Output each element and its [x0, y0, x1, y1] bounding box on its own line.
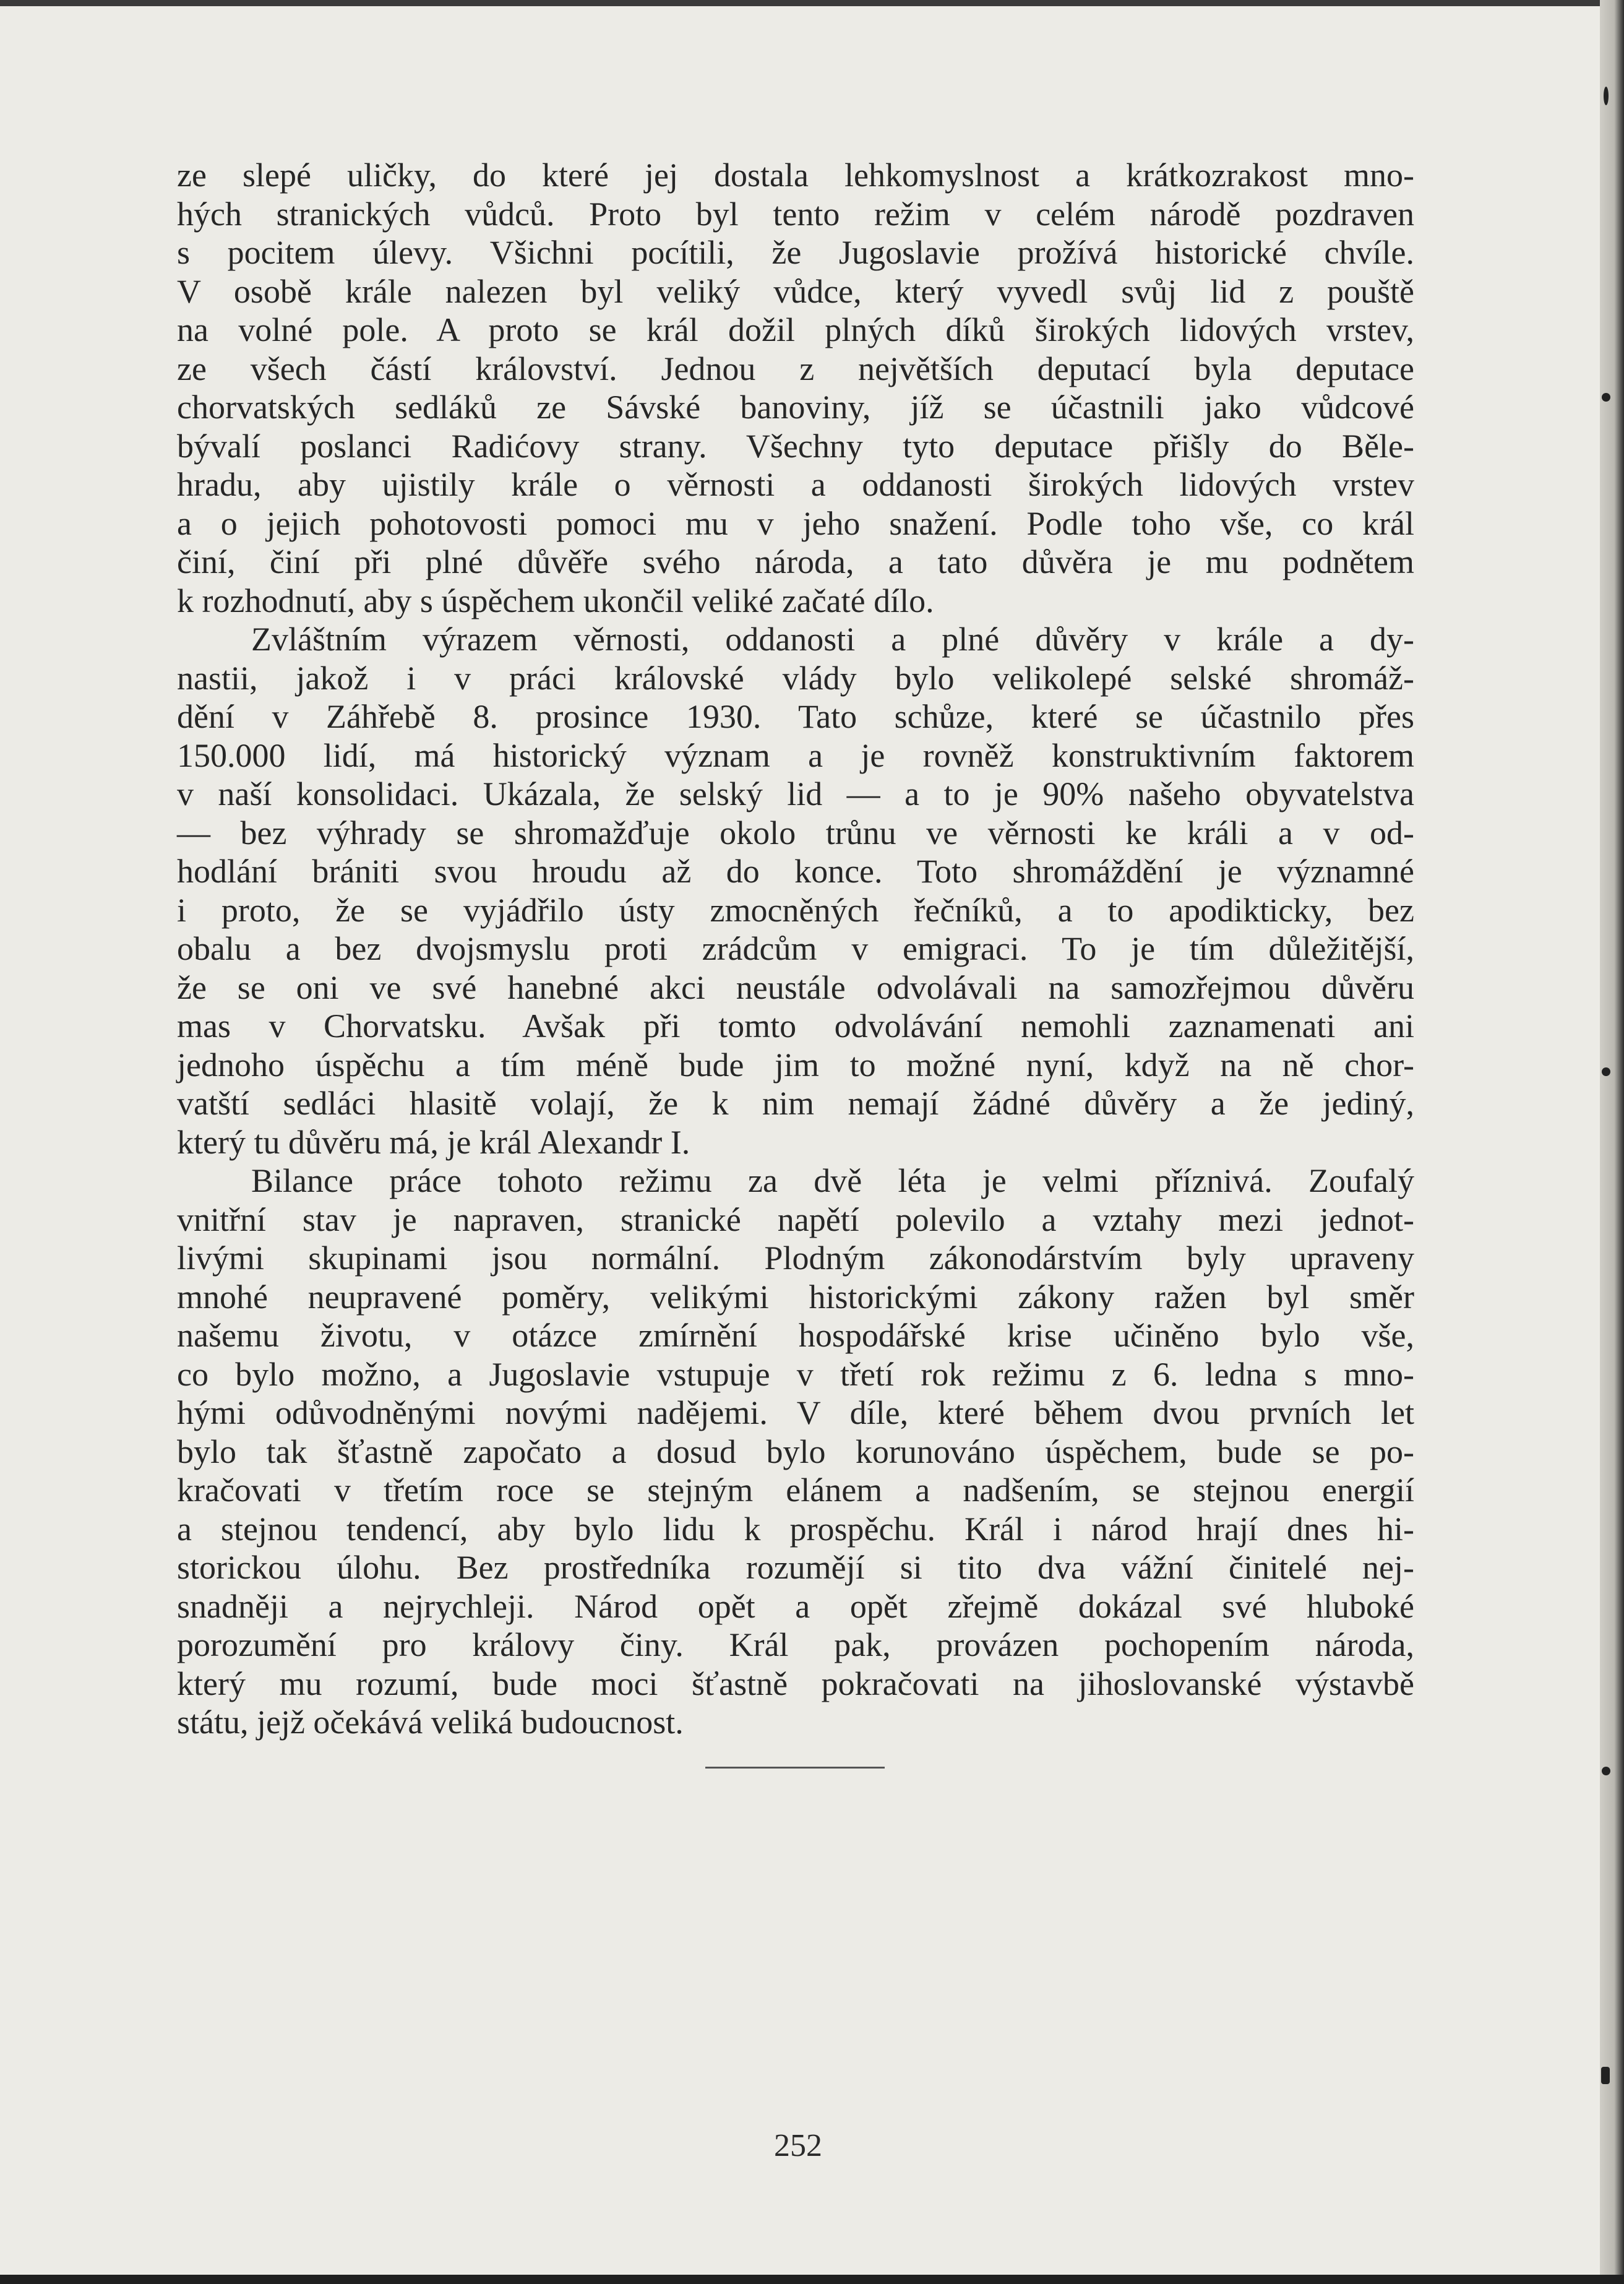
- edge-speck: [1601, 2067, 1610, 2084]
- text-line: 150.000 lidí, má historický význam a je rovněž konstruktivním faktorem: [177, 736, 1414, 774]
- text-line: s pocitem úlevy. Všichni pocítili, že Jugoslavie prožívá historické chvíle.: [177, 234, 1414, 271]
- text-line: snadněji a nejrychleji. Národ opět a opět zřejmě dokázal své hluboké: [177, 1587, 1414, 1625]
- text-line: obalu a bez dvojsmyslu proti zrádcům v emigraci. To je tím důležitější,: [177, 930, 1414, 967]
- text-line: i proto, že se vyjádřilo ústy zmocněných řečníků, a to apodikticky, bez: [177, 891, 1414, 929]
- page-number: 252: [774, 2128, 822, 2163]
- text-line: Zvláštním výrazem věrnosti, oddanosti a plné důvěry v krále a dy-: [251, 621, 1414, 658]
- text-line: který mu rozumí, bude moci šťastně pokračovati na jihoslovanské výstavbě: [177, 1665, 1414, 1702]
- text-line: dění v Záhřebě 8. prosince 1930. Tato schůze, které se účastnilo přes: [177, 698, 1414, 735]
- text-line: hradu, aby ujistily krále o věrnosti a oddanosti širokých lidových vrstev: [177, 466, 1414, 503]
- text-line: ze všech částí království. Jednou z největších deputací byla deputace: [177, 350, 1414, 387]
- page-edge-bottom: [0, 2275, 1624, 2284]
- text-line: státu, jejž očekává veliká budoucnost.: [177, 1704, 684, 1741]
- text-line: v naší konsolidaci. Ukázala, že selský lid — a to je 90% našeho obyvatelstva: [177, 775, 1414, 812]
- text-line: kračovati v třetím roce se stejným elánem a nadšením, se stejnou energií: [177, 1472, 1414, 1509]
- body-text: [177, 156, 1414, 1742]
- text-line: a o jejich pohotovosti pomoci mu v jeho snažení. Podle toho vše, co král: [177, 504, 1414, 542]
- text-line: storickou úlohu. Bez prostředníka rozumějí si tito dva vážní činitelé nej-: [177, 1549, 1414, 1586]
- text-line: hodlání brániti svou hroudu až do konce. Toto shromáždění je významné: [177, 853, 1414, 890]
- text-line: — bez výhrady se shromažďuje okolo trůnu ve věrnosti ke králi a v od-: [177, 814, 1414, 851]
- page-edge-right: [1600, 0, 1624, 2284]
- text-line: porozumění pro královy činy. Král pak, provázen pochopením národa,: [177, 1626, 1414, 1663]
- text-line: bývalí poslanci Radićovy strany. Všechny tyto deputace přišly do Běle-: [177, 427, 1414, 465]
- text-line: Bilance práce tohoto režimu za dvě léta je velmi příznivá. Zoufalý: [251, 1162, 1414, 1199]
- text-line: mas v Chorvatsku. Avšak při tomto odvolávání nemohli zaznamenati ani: [177, 1007, 1414, 1045]
- text-line: a stejnou tendencí, aby bylo lidu k prospěchu. Král i národ hrají dnes hi-: [177, 1510, 1414, 1548]
- edge-speck: [1602, 1067, 1610, 1076]
- text-line: na volné pole. A proto se král dožil plných díků širokých lidových vrstev,: [177, 311, 1414, 348]
- text-line: hých stranických vůdců. Proto byl tento režim v celém národě pozdraven: [177, 195, 1414, 233]
- edge-speck: [1602, 393, 1610, 402]
- text-line: co bylo možno, a Jugoslavie vstupuje v třetí rok režimu z 6. ledna s mno-: [177, 1355, 1414, 1393]
- text-line: činí, činí při plné důvěře svého národa, a tato důvěra je mu podnětem: [177, 543, 1414, 580]
- text-line: mnohé neupravené poměry, velikými historickými zákony ražen byl směr: [177, 1278, 1414, 1316]
- text-line: nastii, jakož i v práci královské vlády bylo velikolepé selské shromáž-: [177, 659, 1414, 697]
- edge-speck: [1604, 87, 1609, 105]
- edge-speck: [1602, 1767, 1610, 1775]
- text-line: livými skupinami jsou normální. Plodným zákonodárstvím byly upraveny: [177, 1239, 1414, 1277]
- section-separator: [705, 1767, 885, 1769]
- text-line: vatští sedláci hlasitě volají, že k nim nemají žádné důvěry a že jediný,: [177, 1085, 1414, 1122]
- text-line: jednoho úspěchu a tím méně bude jim to možné nyní, když na ně chor-: [177, 1046, 1414, 1084]
- text-line: k rozhodnutí, aby s úspěchem ukončil veliké začaté dílo.: [177, 582, 934, 619]
- text-line: našemu životu, v otázce zmírnění hospodářské krise učiněno bylo vše,: [177, 1317, 1414, 1354]
- text-line: hými odůvodněnými novými nadějemi. V díle, které během dvou prvních let: [177, 1394, 1414, 1431]
- text-line: že se oni ve své hanebné akci neustále odvolávali na samozřejmou důvěru: [177, 968, 1414, 1006]
- text-line: který tu důvěru má, je král Alexandr I.: [177, 1123, 690, 1161]
- text-line: ze slepé uličky, do které jej dostala lehkomyslnost a krátkozrakost mno-: [177, 157, 1414, 194]
- text-line: bylo tak šťastně započato a dosud bylo korunováno úspěchem, bude se po-: [177, 1433, 1414, 1470]
- text-line: chorvatských sedláků ze Sávské banoviny, jíž se účastnili jako vůdcové: [177, 389, 1414, 426]
- text-line: vnitřní stav je napraven, stranické napětí polevilo a vztahy mezi jednot-: [177, 1200, 1414, 1238]
- text-line: V osobě krále nalezen byl veliký vůdce, který vyvedl svůj lid z pouště: [177, 272, 1414, 310]
